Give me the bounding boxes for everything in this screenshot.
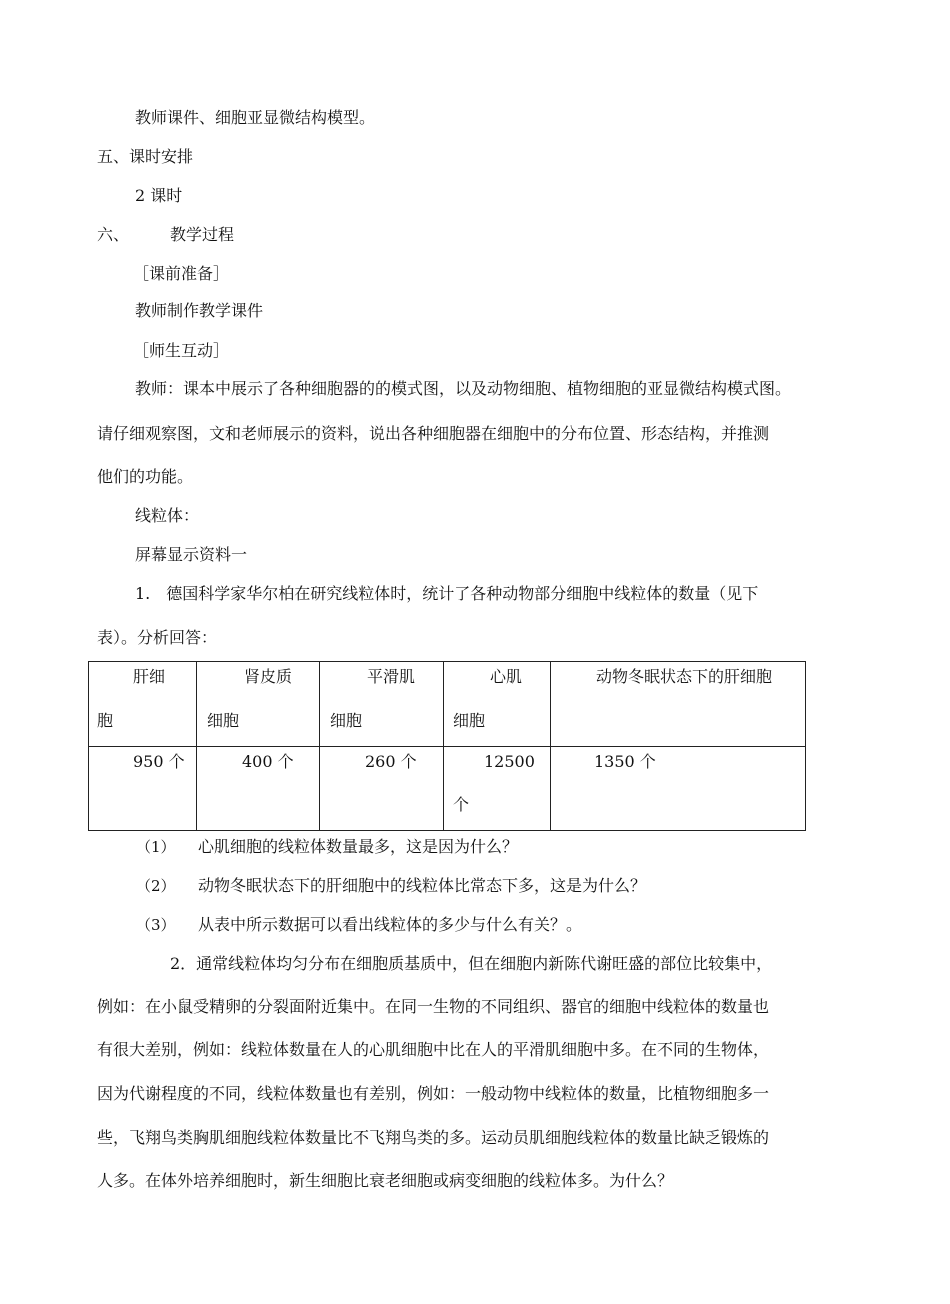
prep-label: ［课前准备］ <box>133 264 230 283</box>
item2-line1: 2．通常线粒体均匀分布在细胞质基质中，但在细胞内新陈代谢旺盛的部位比较集中， <box>170 954 773 973</box>
materials-text: 教师课件、细胞亚显微结构模型。 <box>135 108 376 127</box>
question-number: （3） <box>136 916 176 934</box>
section5-hours: 2 课时 <box>135 186 183 205</box>
mitochondria-count-table <box>88 661 806 831</box>
item2-line6: 人多。在体外培养细胞时，新生细胞比衰老细胞或病变细胞的线粒体多。为什么？ <box>97 1171 674 1190</box>
table-header-row <box>89 662 806 747</box>
table-value-cell: 1350 个 <box>551 747 806 831</box>
table-header-cell: 平滑肌 细胞 <box>320 662 444 747</box>
question-text: 从表中所示数据可以看出线粒体的多少与什么有关？。 <box>198 915 583 934</box>
item1-line1: 1. 德国科学家华尔柏在研究线粒体时，统计了各种动物部分细胞中线粒体的数量（见下 <box>135 584 759 603</box>
item2-line4: 因为代谢程度的不同，线粒体数量也有差别，例如：一般动物中线粒体的数量，比植物细胞多一 <box>97 1084 770 1103</box>
item2-line5: 些，飞翔鸟类胸肌细胞线粒体数量比不飞翔鸟类的多。运动员肌细胞线粒体的数量比缺乏锻炼的 <box>97 1128 770 1147</box>
teacher-text-line1: 教师：课本中展示了各种细胞器的的模式图，以及动物细胞、植物细胞的亚显微结构模式图。 <box>135 379 792 398</box>
item2-line2: 例如：在小鼠受精卵的分裂面附近集中。在同一生物的不同组织、器官的细胞中线粒体的数量也 <box>97 997 770 1016</box>
interact-label: ［师生互动］ <box>133 341 230 360</box>
section6-number: 六、 <box>97 225 130 244</box>
table-value-cell: 12500 个 <box>444 747 551 831</box>
mitochondria-label: 线粒体： <box>135 506 200 525</box>
prep-text: 教师制作教学课件 <box>135 301 264 320</box>
question-text: 心肌细胞的线粒体数量最多，这是因为什么？ <box>198 837 519 856</box>
table-value-cell: 950 个 <box>89 747 197 831</box>
question-number: （2） <box>136 877 176 895</box>
screen-material-label: 屏幕显示资料一 <box>135 545 248 564</box>
table-header-cell: 动物冬眠状态下的肝细胞 <box>551 662 806 747</box>
section6-title: 教学过程 <box>170 225 235 244</box>
item1-line2: 表）。分析回答： <box>97 628 218 647</box>
teacher-text-line2: 请仔细观察图，文和老师展示的资料，说出各种细胞器在细胞中的分布位置、形态结构，并推测 <box>97 424 770 443</box>
table-header-cell: 肾皮质 细胞 <box>197 662 320 747</box>
teacher-text-line3: 他们的功能。 <box>97 467 194 486</box>
table-value-cell: 260 个 <box>320 747 444 831</box>
question-text: 动物冬眠状态下的肝细胞中的线粒体比常态下多，这是为什么？ <box>198 876 647 895</box>
table-value-row <box>89 747 806 831</box>
table-header-cell: 肝细 胞 <box>89 662 197 747</box>
item2-line3: 有很大差别，例如：线粒体数量在人的心肌细胞中比在人的平滑肌细胞中多。在不同的生物体， <box>97 1040 770 1059</box>
question-number: （1） <box>136 838 176 856</box>
table-header-cell: 心肌 细胞 <box>444 662 551 747</box>
table-value-cell: 400 个 <box>197 747 320 831</box>
section5-heading: 五、课时安排 <box>97 147 194 166</box>
